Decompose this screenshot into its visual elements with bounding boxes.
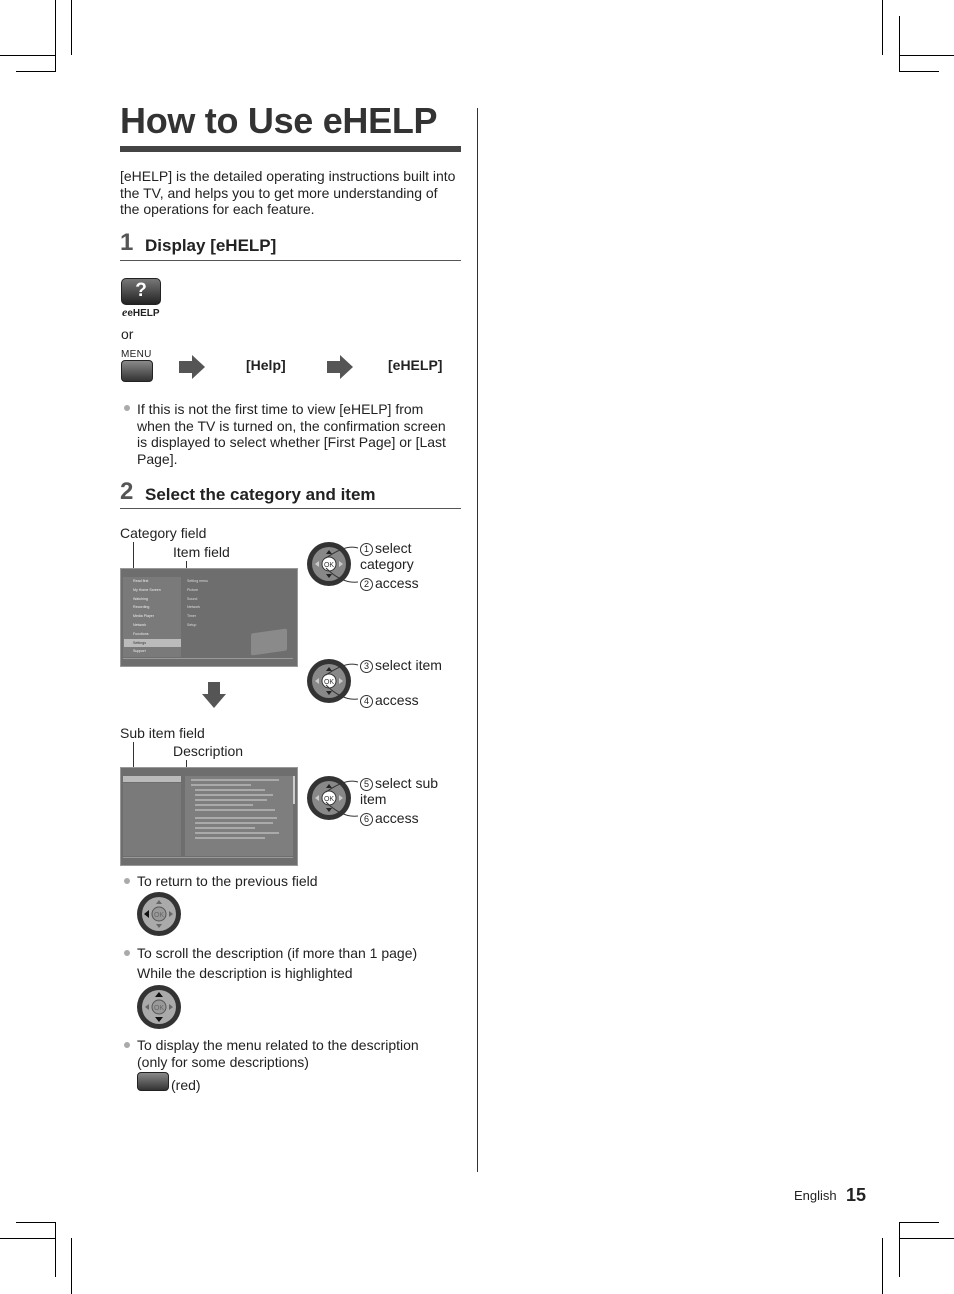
callout-lines xyxy=(316,661,360,701)
crop-mark xyxy=(899,1222,939,1223)
crop-mark xyxy=(899,1238,954,1239)
step-number-4: 4 xyxy=(360,695,373,708)
callout-lines xyxy=(316,778,360,818)
annotation-5 xyxy=(360,775,450,807)
callout-lines xyxy=(316,544,360,584)
bullet-icon xyxy=(124,878,130,884)
annotation-2-text: access xyxy=(375,575,419,591)
annotation-1-text: select category xyxy=(360,540,414,572)
screen-divider xyxy=(123,857,293,858)
sub-item-field-label: Sub item field xyxy=(120,725,205,741)
ehelp-screen-category xyxy=(120,568,298,667)
arrow-right-icon xyxy=(327,355,353,379)
step-2-title: Select the category and item xyxy=(145,485,376,504)
item-entry: Setting menu xyxy=(187,579,209,583)
annotation-3 xyxy=(360,657,442,673)
title-underline xyxy=(120,146,461,152)
svg-text:OK: OK xyxy=(153,912,165,919)
svg-text:OK: OK xyxy=(323,679,335,686)
category-item: Functions xyxy=(133,631,149,636)
annotation-5-text: select sub item xyxy=(360,775,439,807)
ehelp-button-text: eHELP xyxy=(127,308,160,319)
item-entry: Network xyxy=(187,605,201,610)
cursor-left-icon xyxy=(136,891,182,937)
menu-button-label: MENU xyxy=(121,349,152,360)
category-item: Media Player xyxy=(133,614,154,619)
step-number-6: 6 xyxy=(360,813,373,826)
crop-mark xyxy=(55,0,56,71)
crop-mark xyxy=(0,1238,55,1239)
footer-language: English xyxy=(794,1188,837,1203)
annotation-1 xyxy=(360,540,450,572)
category-item-selected: Settings xyxy=(124,639,181,648)
step-1-title: Display [eHELP] xyxy=(145,236,277,255)
sub-item-selected xyxy=(123,776,181,782)
arrow-right-icon xyxy=(179,355,205,379)
category-panel xyxy=(123,577,181,657)
item-field-label: Item field xyxy=(173,544,230,560)
ehelp-label: [eHELP] xyxy=(388,357,443,373)
annotation-4 xyxy=(360,692,419,708)
step-number-5: 5 xyxy=(360,778,373,791)
red-button xyxy=(137,1072,169,1091)
step-1-note: If this is not the first time to view [eHELP] from when the TV is turned on, the confirmation screen is displayed to select whether [First Page] or [Last Page]. xyxy=(137,401,446,467)
page-title: How to Use eHELP xyxy=(120,100,438,141)
category-item: Read first xyxy=(133,579,149,583)
note-return: To return to the previous field xyxy=(137,873,318,889)
crop-mark xyxy=(899,16,900,71)
item-entry: Sound xyxy=(187,596,198,601)
arrow-down-icon xyxy=(202,682,226,708)
step-2-number: 2 xyxy=(120,478,134,505)
category-item: Recording xyxy=(133,605,150,610)
page-number: 15 xyxy=(846,1185,867,1205)
bullet-icon xyxy=(124,950,130,956)
svg-text:OK: OK xyxy=(323,796,335,803)
question-icon: ? xyxy=(135,280,147,301)
sub-item-panel xyxy=(123,783,181,856)
crop-mark xyxy=(16,71,56,72)
crop-mark xyxy=(899,71,939,72)
item-entry: Timer xyxy=(187,614,197,619)
ehelp-button-label: eeHELP xyxy=(122,305,160,319)
bullet-icon xyxy=(124,1042,130,1048)
note-scroll: To scroll the description (if more than 1 page) xyxy=(137,945,418,961)
bullet-icon xyxy=(124,405,130,411)
cursor-up-down-icon xyxy=(136,984,182,1030)
step-number-1: 1 xyxy=(360,543,373,556)
annotation-2 xyxy=(360,575,419,591)
note-menu: To display the menu related to the description (only for some descriptions) xyxy=(137,1037,419,1070)
scrollbar xyxy=(293,776,295,804)
category-field-label: Category field xyxy=(120,525,207,541)
crop-mark xyxy=(0,55,55,56)
svg-text:OK: OK xyxy=(323,562,335,569)
crop-mark xyxy=(882,1238,883,1294)
menu-button xyxy=(121,360,153,382)
ehelp-screen-description xyxy=(120,767,298,866)
crop-mark xyxy=(71,0,72,55)
step-1-rule xyxy=(120,260,461,261)
book-icon xyxy=(251,628,287,655)
crop-mark xyxy=(71,1238,72,1294)
category-item: My Home Screen xyxy=(133,587,161,592)
description-panel xyxy=(185,776,293,856)
screen-divider xyxy=(123,658,293,659)
or-text: or xyxy=(121,326,134,342)
step-number-2: 2 xyxy=(360,578,373,591)
help-label: [Help] xyxy=(246,357,286,373)
category-item: Support xyxy=(133,649,146,654)
column-divider xyxy=(477,108,478,1172)
category-item: Watching xyxy=(133,596,148,601)
intro-text: [eHELP] is the detailed operating instructions built into the TV, and helps you to get more understanding of the operations for each feature. xyxy=(120,168,456,217)
category-item: Network xyxy=(133,622,147,627)
step-1-number: 1 xyxy=(120,229,134,256)
item-entry: Picture xyxy=(187,587,199,592)
annotation-4-text: access xyxy=(375,692,419,708)
step-2-rule xyxy=(120,508,461,509)
annotation-6-text: access xyxy=(375,810,419,826)
crop-mark xyxy=(882,0,883,55)
step-number-3: 3 xyxy=(360,660,373,673)
ehelp-button xyxy=(121,278,161,305)
item-list xyxy=(187,577,208,630)
red-label: (red) xyxy=(171,1077,201,1093)
crop-mark xyxy=(16,1222,56,1223)
crop-mark xyxy=(899,55,954,56)
category-list xyxy=(123,577,181,656)
svg-text:OK: OK xyxy=(153,1005,165,1012)
item-entry: Setup xyxy=(187,622,197,627)
annotation-6 xyxy=(360,810,419,826)
description-label: Description xyxy=(173,743,244,759)
note-scroll-sub: While the description is highlighted xyxy=(137,965,353,981)
annotation-3-text: select item xyxy=(375,657,442,673)
crop-mark xyxy=(899,1222,900,1277)
crop-mark xyxy=(55,1222,56,1277)
